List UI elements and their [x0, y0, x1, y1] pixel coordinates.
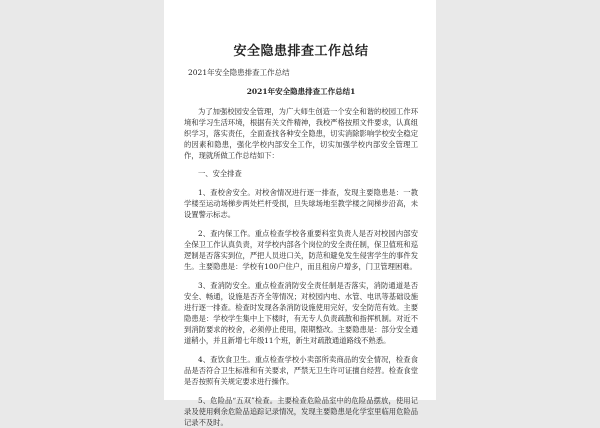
- document-title: 安全隐患排查工作总结: [233, 44, 369, 59]
- list-item: 1、查校舍安全。对校舍情况进行逐一排查，发现主要隐患是：一教学楼至运动场梯步两处栏杆受损，旦失球场地至教学楼之间梯步沿高，未设置警示标志。: [184, 188, 418, 219]
- intro-paragraph: 为了加强校园安全管理，为广大师生创造一个安全和谐的校园工作环境和学习生活环境，根据有关文件精神，我校严格按照文件要求，认真组织学习，落实责任，全面查找各种安全隐患，切实消除影响学校安全稳定的因素和隐患，强化学校内部安全工作，切实加强学校内部安全管理工作，现就所做工作总结如下：: [184, 107, 418, 160]
- list-item: 5、危险品“五双”检查。主要检查危险品室中的危险品摆放，使用记录及使用剩余危险品追踪记录情况，发现主要隐患是化学室里临用危险品记录不及时。: [184, 396, 418, 427]
- document-subtitle: 2021年安全隐患排查工作总结: [188, 68, 290, 77]
- list-item: 3、查消防安全。重点检查消防安全责任制是否落实，消防通道是否安全、畅通，设施是否齐全等情况；对校园内电、水管、电讯等基础设施进行逐一排查。检查时发现各条消防设施使用完好，安全防范有效。主要隐患是：学校学生集中上下楼时，有无专人负责疏散和指挥机制。对近不到消防要求的校舍，必须停止使用，限期整改。主要隐患是：部分安全通道稍小，并且新增七年级11个班，新生对疏散通道路线不熟悉。: [184, 281, 418, 345]
- list-item: 4、查饮食卫生。重点检查学校小卖部所卖商品的安全情况，检查食品是否符合卫生标准和有关要求，严禁无卫生许可证擅自经营。检查食堂是否按照有关规定要求进行操作。: [184, 355, 418, 386]
- list-item: 2、查内保工作。重点检查学校各重要科室负责人是否对校园内部安全保卫工作认真负责，对学校内部各个岗位的安全责任制，保卫值班和巡逻制是否落实到位，严把人员进口关，防范和避免发生侵害学生的事件发生。主要隐患是：学校有100户住户，而且租房户增多，门卫管理困难。: [184, 229, 418, 271]
- document-page: [164, 0, 436, 427]
- section-heading: 2021年安全隐患排查工作总结1: [246, 87, 356, 96]
- section-title-safety-check: 一、安全排查: [198, 169, 242, 178]
